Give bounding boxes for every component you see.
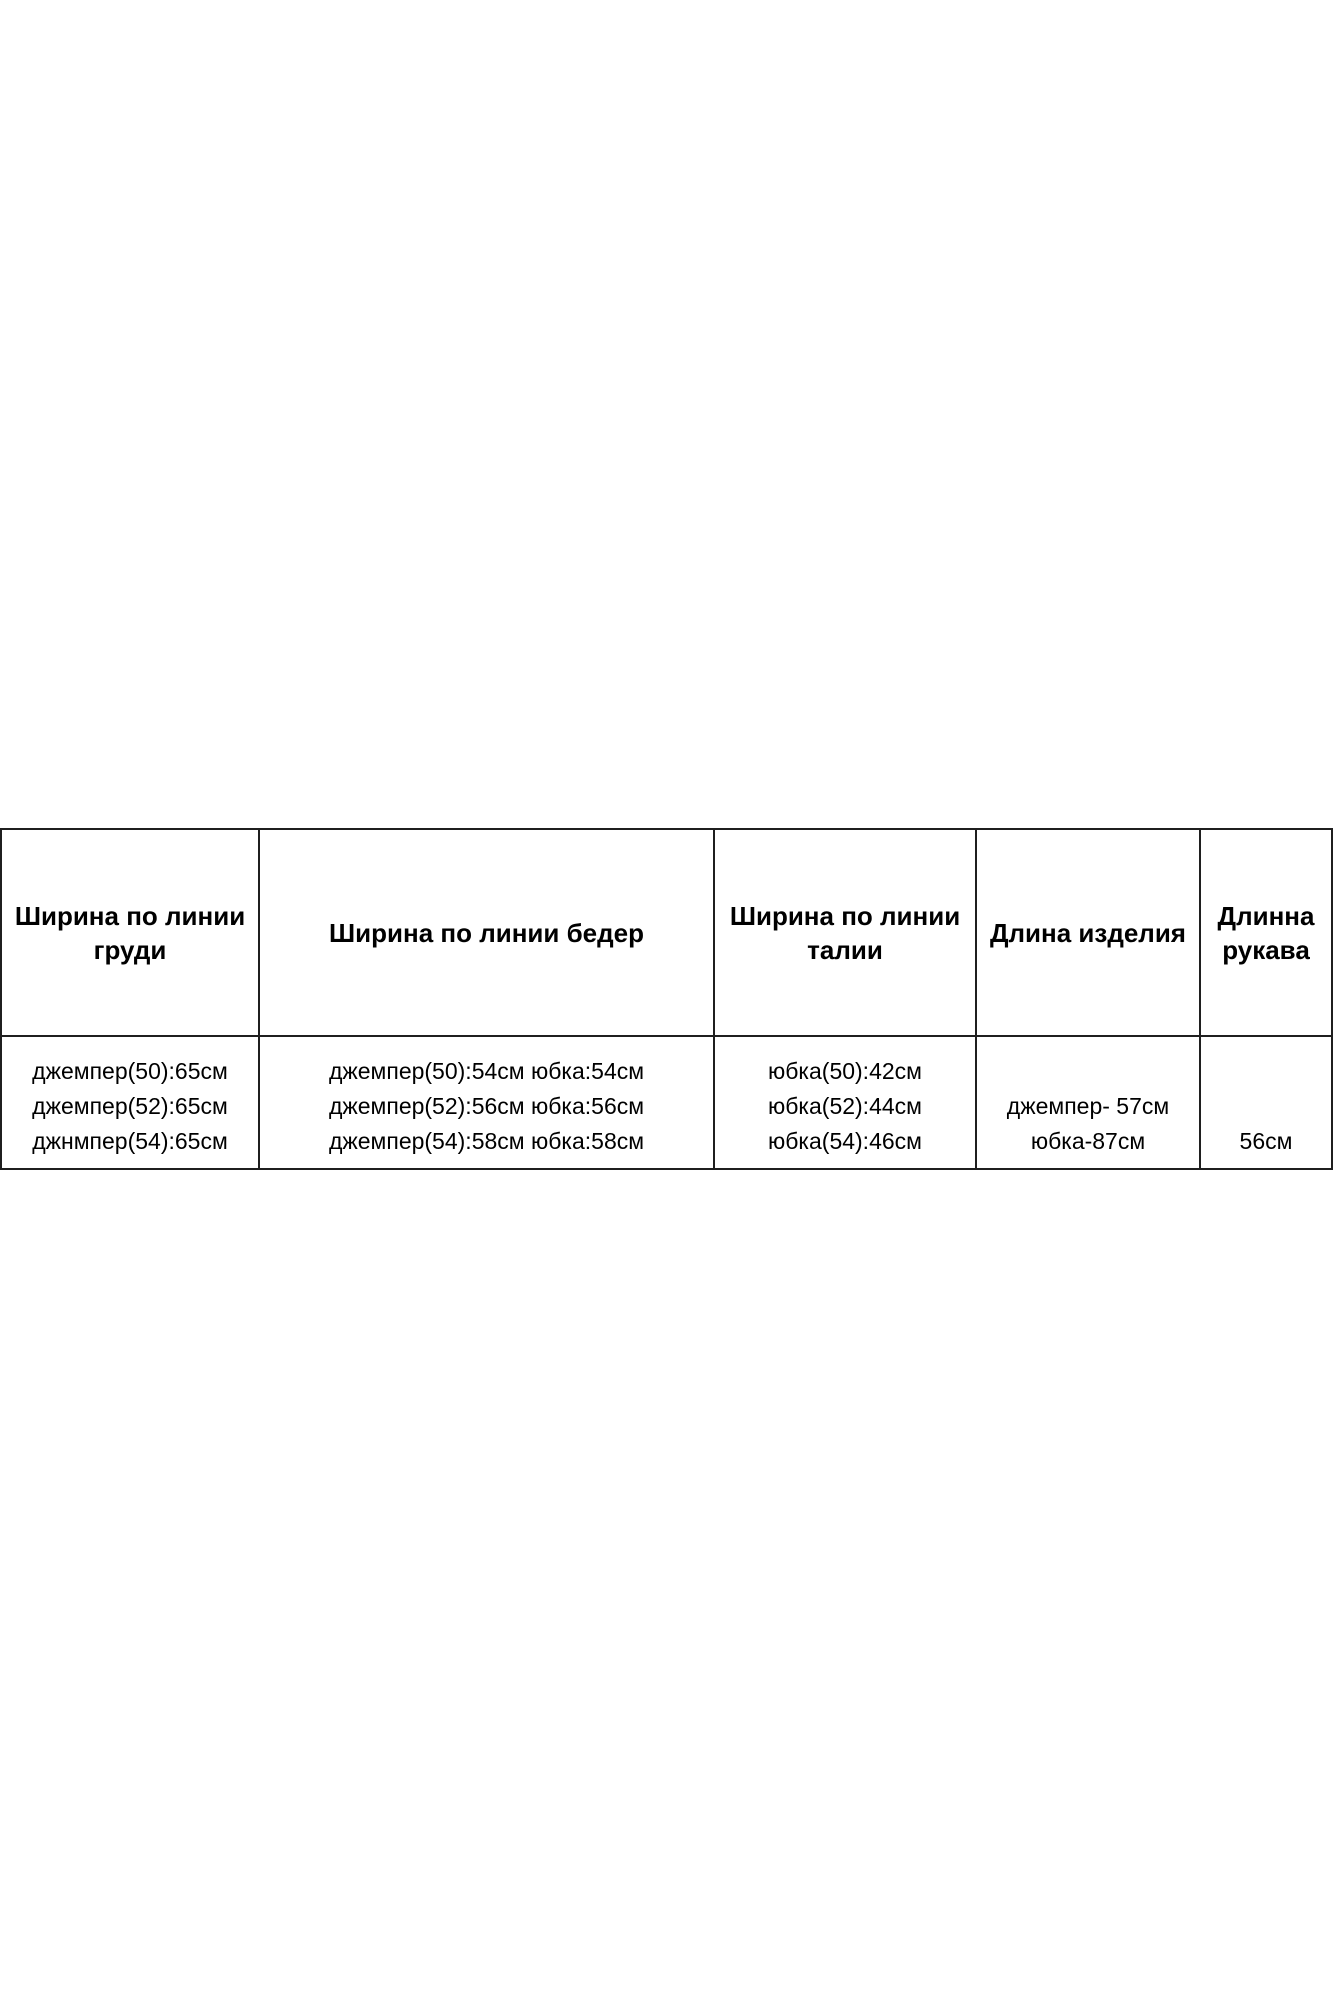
cell-line: джемпер(52):56см юбка:56см xyxy=(328,1093,645,1119)
cell-chest-width xyxy=(2,1039,258,1168)
header-chest-width: Ширина по линии груди xyxy=(2,830,258,1037)
column-chest-width xyxy=(0,830,260,1168)
header-hip-width: Ширина по линии бедер xyxy=(260,830,713,1037)
column-item-length xyxy=(977,830,1201,1168)
column-hip-width xyxy=(260,830,715,1168)
cell-line: джнмпер(54):65см xyxy=(32,1128,228,1154)
column-sleeve-length xyxy=(1201,830,1333,1168)
header-item-length: Длина изделия xyxy=(977,830,1199,1037)
cell-hip-width xyxy=(260,1039,713,1168)
cell-line: 56см xyxy=(1239,1128,1293,1154)
cell-line: джемпер(52):65см xyxy=(32,1093,228,1119)
size-table xyxy=(0,828,1333,1170)
cell-line: юбка-87см xyxy=(1030,1128,1146,1154)
cell-line: юбка(54):46см xyxy=(768,1128,922,1154)
header-sleeve-length: Длинна рукава xyxy=(1201,830,1331,1037)
cell-waist-width xyxy=(715,1039,975,1168)
cell-line: джемпер- 57см xyxy=(1006,1093,1170,1119)
cell-line: юбка(50):42см xyxy=(768,1058,922,1084)
cell-line: джемпер(50):54см юбка:54см xyxy=(328,1058,645,1084)
header-waist-width: Ширина по линии талии xyxy=(715,830,975,1037)
cell-sleeve-length xyxy=(1201,1039,1331,1168)
cell-line: джемпер(50):65см xyxy=(32,1058,228,1084)
cell-line: юбка(52):44см xyxy=(768,1093,922,1119)
column-waist-width xyxy=(715,830,977,1168)
cell-line: джемпер(54):58см юбка:58см xyxy=(328,1128,645,1154)
cell-item-length xyxy=(977,1039,1199,1168)
